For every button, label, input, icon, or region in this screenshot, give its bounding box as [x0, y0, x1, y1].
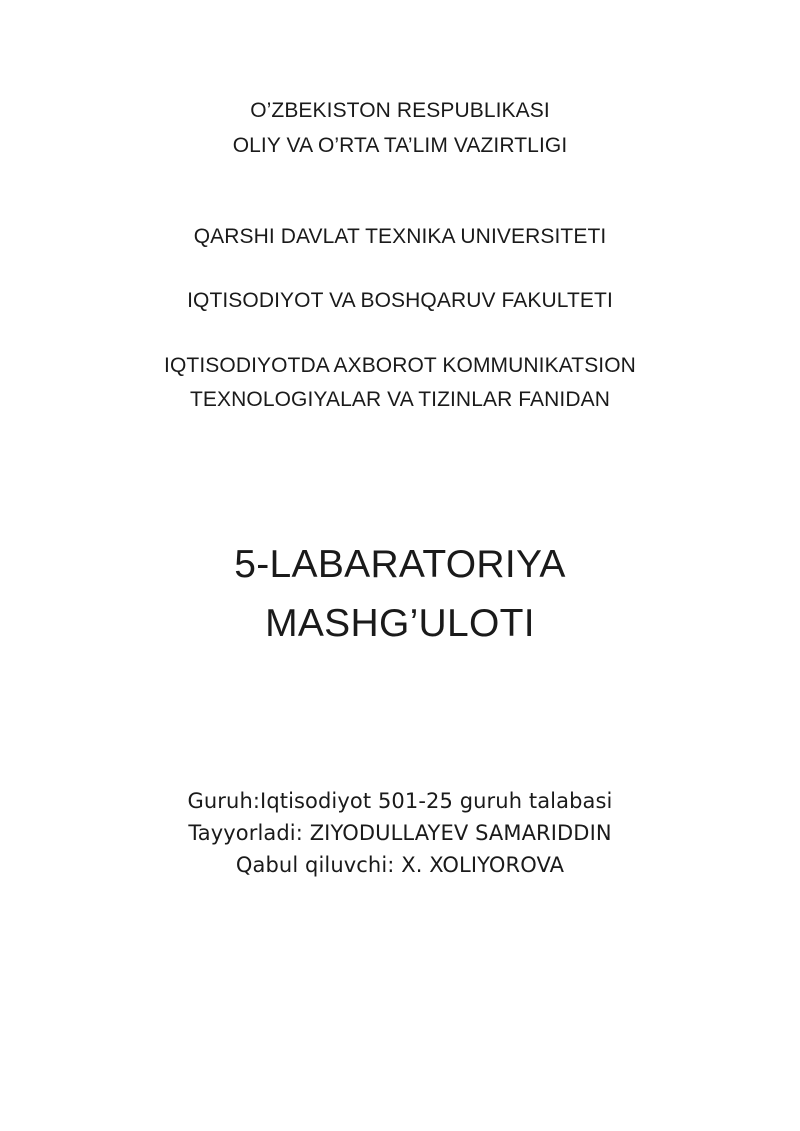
subject-line-2: TEXNOLOGIYALAR VA TIZINLAR FANIDAN: [189, 388, 610, 411]
republic-name: O’ZBEKISTON RESPUBLIKASI: [250, 99, 550, 122]
ministry-name: OLIY VA O’RTA TA’LIM VAZIRTLIGI: [232, 134, 568, 157]
group-info: Guruh:Iqtisodiyot 501-25 guruh talabasi: [187, 789, 613, 813]
subject-line-1: IQTISODIYOTDA AXBOROT KOMMUNIKATSION: [164, 354, 636, 377]
title-line-2: MASHG’ULOTI: [265, 602, 535, 645]
university-name: QARSHI DAVLAT TEXNIKA UNIVERSITETI: [193, 225, 607, 248]
prepared-by: Tayyorladi: ZIYODULLAYEV SAMARIDDIN: [188, 821, 612, 845]
received-by: Qabul qiluvchi: X. XOLIYOROVA: [235, 853, 565, 877]
faculty-name: IQTISODIYOT VA BOSHQARUV FAKULTETI: [187, 289, 613, 312]
title-line-1: 5-LABARATORIYA: [234, 543, 566, 586]
